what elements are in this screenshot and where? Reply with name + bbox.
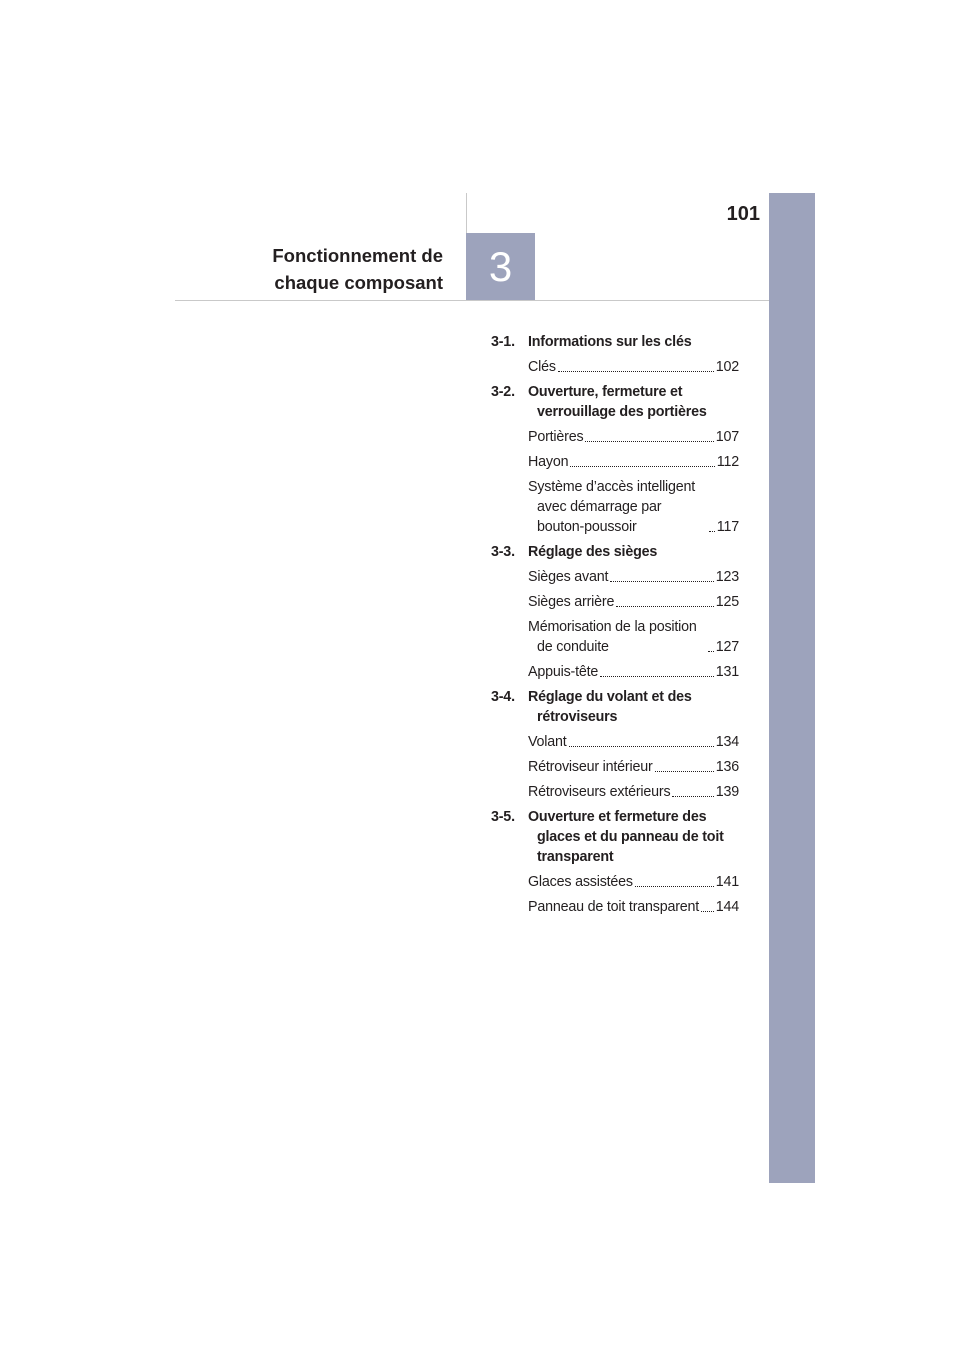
toc-entry-label: Portières xyxy=(528,429,584,445)
toc-leader-dots xyxy=(558,371,714,372)
toc-section-title: Informations sur les clés xyxy=(528,334,692,350)
toc-entry-label: Volant xyxy=(528,734,567,750)
toc-section-title: Ouverture, fermeture et verrouillage des portières xyxy=(528,384,707,420)
toc-section-number: 3-2. xyxy=(491,384,515,400)
toc-entry-page: 131 xyxy=(715,664,739,680)
toc-entry[interactable] xyxy=(528,732,739,752)
toc-section-number: 3-4. xyxy=(491,689,515,705)
toc-entry-page: 107 xyxy=(715,429,739,445)
toc-section-number: 3-5. xyxy=(491,809,515,825)
toc-leader-dots xyxy=(610,581,713,582)
toc-entry[interactable] xyxy=(528,782,739,802)
toc-entry-label: Appuis-tête xyxy=(528,664,599,680)
chapter-title-line-1: Fonctionnement de xyxy=(272,245,443,266)
toc-leader-dots xyxy=(569,746,714,747)
page-number: 101 xyxy=(726,203,760,225)
toc-section xyxy=(491,332,739,352)
toc-entry[interactable] xyxy=(528,872,739,892)
toc-entry[interactable] xyxy=(528,662,739,682)
toc-section-title: Réglage du volant et des rétroviseurs xyxy=(528,689,692,725)
toc-entry-page: 117 xyxy=(716,519,739,535)
divider-horizontal xyxy=(175,300,769,301)
toc-leader-dots xyxy=(570,466,714,467)
toc-entry[interactable] xyxy=(528,617,739,657)
chapter-number-box: 3 xyxy=(466,233,535,300)
toc-entry-page: 139 xyxy=(715,784,739,800)
toc-leader-dots xyxy=(672,796,713,797)
toc-entry-label: Rétroviseurs extérieurs xyxy=(528,784,671,800)
toc-entry-label: Sièges avant xyxy=(528,569,609,585)
table-of-contents xyxy=(491,332,739,922)
toc-entry-label: Clés xyxy=(528,359,556,375)
toc-section-title: Ouverture et fermeture des glaces et du panneau de toit transparent xyxy=(528,809,724,865)
toc-entry[interactable] xyxy=(528,477,739,537)
toc-leader-dots xyxy=(600,676,714,677)
toc-entry-label: Rétroviseur intérieur xyxy=(528,759,653,775)
toc-entry-label: Sièges arrière xyxy=(528,594,615,610)
toc-entry-page: 144 xyxy=(715,899,739,915)
toc-section xyxy=(491,382,739,422)
chapter-title xyxy=(190,242,443,296)
toc-leader-dots xyxy=(708,651,714,652)
toc-entry-page: 112 xyxy=(716,454,739,470)
toc-entry-page: 127 xyxy=(715,639,739,655)
toc-entry-label: Mémorisation de la position de conduite xyxy=(528,619,697,655)
toc-leader-dots xyxy=(585,441,713,442)
toc-entry-page: 141 xyxy=(715,874,739,890)
toc-entry-label: Panneau de toit transparent xyxy=(528,899,700,915)
divider-vertical xyxy=(466,193,467,233)
toc-entry[interactable] xyxy=(528,452,739,472)
toc-section xyxy=(491,807,739,867)
chapter-side-tab xyxy=(769,193,815,1183)
toc-section xyxy=(491,542,739,562)
toc-entry-label: Système d’accès intelligent avec démarrage par bouton-poussoir xyxy=(528,479,696,535)
toc-entry-label: Glaces assistées xyxy=(528,874,633,890)
toc-entry-page: 136 xyxy=(715,759,739,775)
toc-leader-dots xyxy=(709,531,715,532)
toc-entry[interactable] xyxy=(528,757,739,777)
toc-entry[interactable] xyxy=(528,357,739,377)
toc-leader-dots xyxy=(701,911,714,912)
toc-leader-dots xyxy=(635,886,714,887)
toc-section-title: Réglage des sièges xyxy=(528,544,658,560)
toc-entry-page: 125 xyxy=(715,594,739,610)
chapter-title-line-2: chaque composant xyxy=(274,272,443,293)
toc-entry[interactable] xyxy=(528,427,739,447)
toc-entry-page: 123 xyxy=(715,569,739,585)
toc-leader-dots xyxy=(616,606,714,607)
toc-section-number: 3-1. xyxy=(491,334,515,350)
toc-entry-label: Hayon xyxy=(528,454,569,470)
toc-entry[interactable] xyxy=(528,897,739,917)
toc-entry[interactable] xyxy=(528,567,739,587)
toc-entry[interactable] xyxy=(528,592,739,612)
toc-section xyxy=(491,687,739,727)
toc-entry-page: 134 xyxy=(715,734,739,750)
toc-entry-page: 102 xyxy=(715,359,739,375)
toc-leader-dots xyxy=(655,771,714,772)
toc-section-number: 3-3. xyxy=(491,544,515,560)
